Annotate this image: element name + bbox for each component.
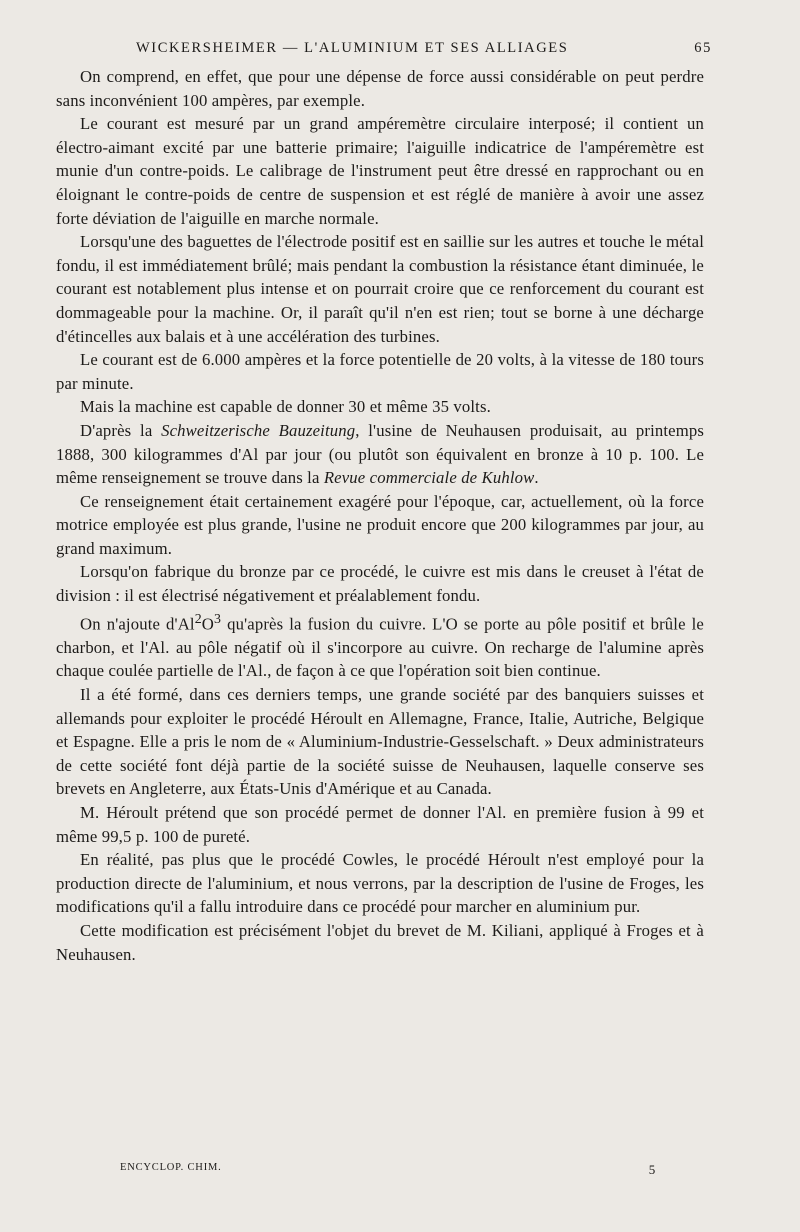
- paragraph: On comprend, en effet, que pour une dépense de force aussi considérable on peut perdre sans inconvénient 100 ampères, par exemple.: [56, 67, 704, 110]
- paragraph: Lorsqu'on fabrique du bronze par ce procédé, le cuivre est mis dans le creuset à l'état de division : il est électrisé négativement et préalablement fondu.: [56, 562, 704, 606]
- footer-signature: ENCYCLOP. CHIM.: [120, 1162, 222, 1173]
- paragraph: Le courant est de 6.000 ampères et la force potentielle de 20 volts, à la vitesse de 180 tours par minute.: [56, 350, 704, 393]
- paragraph: Il a été formé, dans ces derniers temps, une grande société par des banquiers suisses et allemands pour exploiter le procédé Héroult en Allemagne, France, Italie, Autriche, Belgique et Espagne. Elle a pris le nom de « Aluminium-Industrie-Gesselschaft. » Deux administrateurs de cette société font déjà partie de la société suisse de Neuhausen, laquelle conserve ses brevets en Angleterre, aux États-Unis d'Amérique et au Canada.: [56, 685, 704, 799]
- chem-subscript: 2: [194, 611, 202, 627]
- page-footer: [0, 1162, 800, 1178]
- paragraph-schweizerische: D'après la Schweitzerische Bauzeitung, l'usine de Neuhausen produisait, au printemps 1888, 300 kilogrammes d'Al par jour (ou plutôt son équivalent en bronze à 10 p. 100. Le même renseignement se trouve dans la Revue commerciale de Kuhlow.: [56, 420, 704, 488]
- paragraph: Lorsqu'une des baguettes de l'électrode positif est en saillie sur les autres et touche le métal fondu, il est immédiatement brûlé; mais pendant la combustion la résistance étant diminuée, le courant est notablement plus intense et on pourrait croire que ce renforcement du courant est dommageable pour la machine. Or, il paraît qu'il n'en est rien; tout se borne à une décharge d'étincelles aux balais et à une accélération des turbines.: [56, 232, 704, 346]
- journal-title: Schweitzerische Bauzeitung: [161, 420, 356, 440]
- body-text: [56, 65, 704, 966]
- paragraph: M. Héroult prétend que son procédé permet de donner l'Al. en première fusion à 99 et même 99,5 p. 100 de pureté.: [56, 802, 704, 846]
- paragraph: Le courant est mesuré par un grand ampéremètre circulaire interposé; il contient un électro-aimant excité par une batterie primaire; l'aiguille indicatrice de l'ampéremètre est munie d'un contre-poids. Le calibrage de l'instrument peut être dressé en rapprochant ou en éloignant le contre-poids de centre de suspension et est réglé de manière à avoir une assez forte déviation de l'aiguille en marche normale.: [56, 114, 704, 228]
- page-number: 65: [694, 40, 712, 56]
- paragraph: Ce renseignement était certainement exagéré pour l'époque, car, actuellement, où la force motrice employée est plus grande, l'usine ne produit encore que 200 kilogrammes par jour, au grand maximum.: [56, 491, 704, 558]
- paragraph-alumina: On n'ajoute $d'Al^2O^3$ qu'après la fusion du cuivre. L'O se porte au pôle positif et brûle le charbon, et l'Al. au pôle négatif où il s'incorpore au cuivre. On recharge de l'alumine après chaque coulée partielle de l'Al., de façon à ce que l'opération soit bien continue.: [56, 611, 704, 681]
- chem-subscript: 3: [214, 611, 222, 627]
- running-title: WICKERSHEIMER — L'ALUMINIUM ET SES ALLIAGES: [136, 40, 569, 56]
- paragraph: En réalité, pas plus que le procédé Cowles, le procédé Héroult n'est employé pour la production directe de l'aluminium, et nous verrons, par la description de l'usine de Froges, les modifications qu'il a fallu introduire dans ce procédé pour marcher en aluminium pur.: [56, 850, 704, 917]
- journal-title: Revue commerciale de Kuhlow: [323, 468, 535, 488]
- sheet-number: 5: [648, 1162, 656, 1177]
- paragraph: Cette modification est précisément l'objet du brevet de M. Kiliani, appliqué à Froges et à Neuhausen.: [56, 920, 704, 964]
- paragraph: Mais la machine est capable de donner 30 et même 35 volts.: [80, 397, 491, 417]
- running-header: [136, 40, 712, 57]
